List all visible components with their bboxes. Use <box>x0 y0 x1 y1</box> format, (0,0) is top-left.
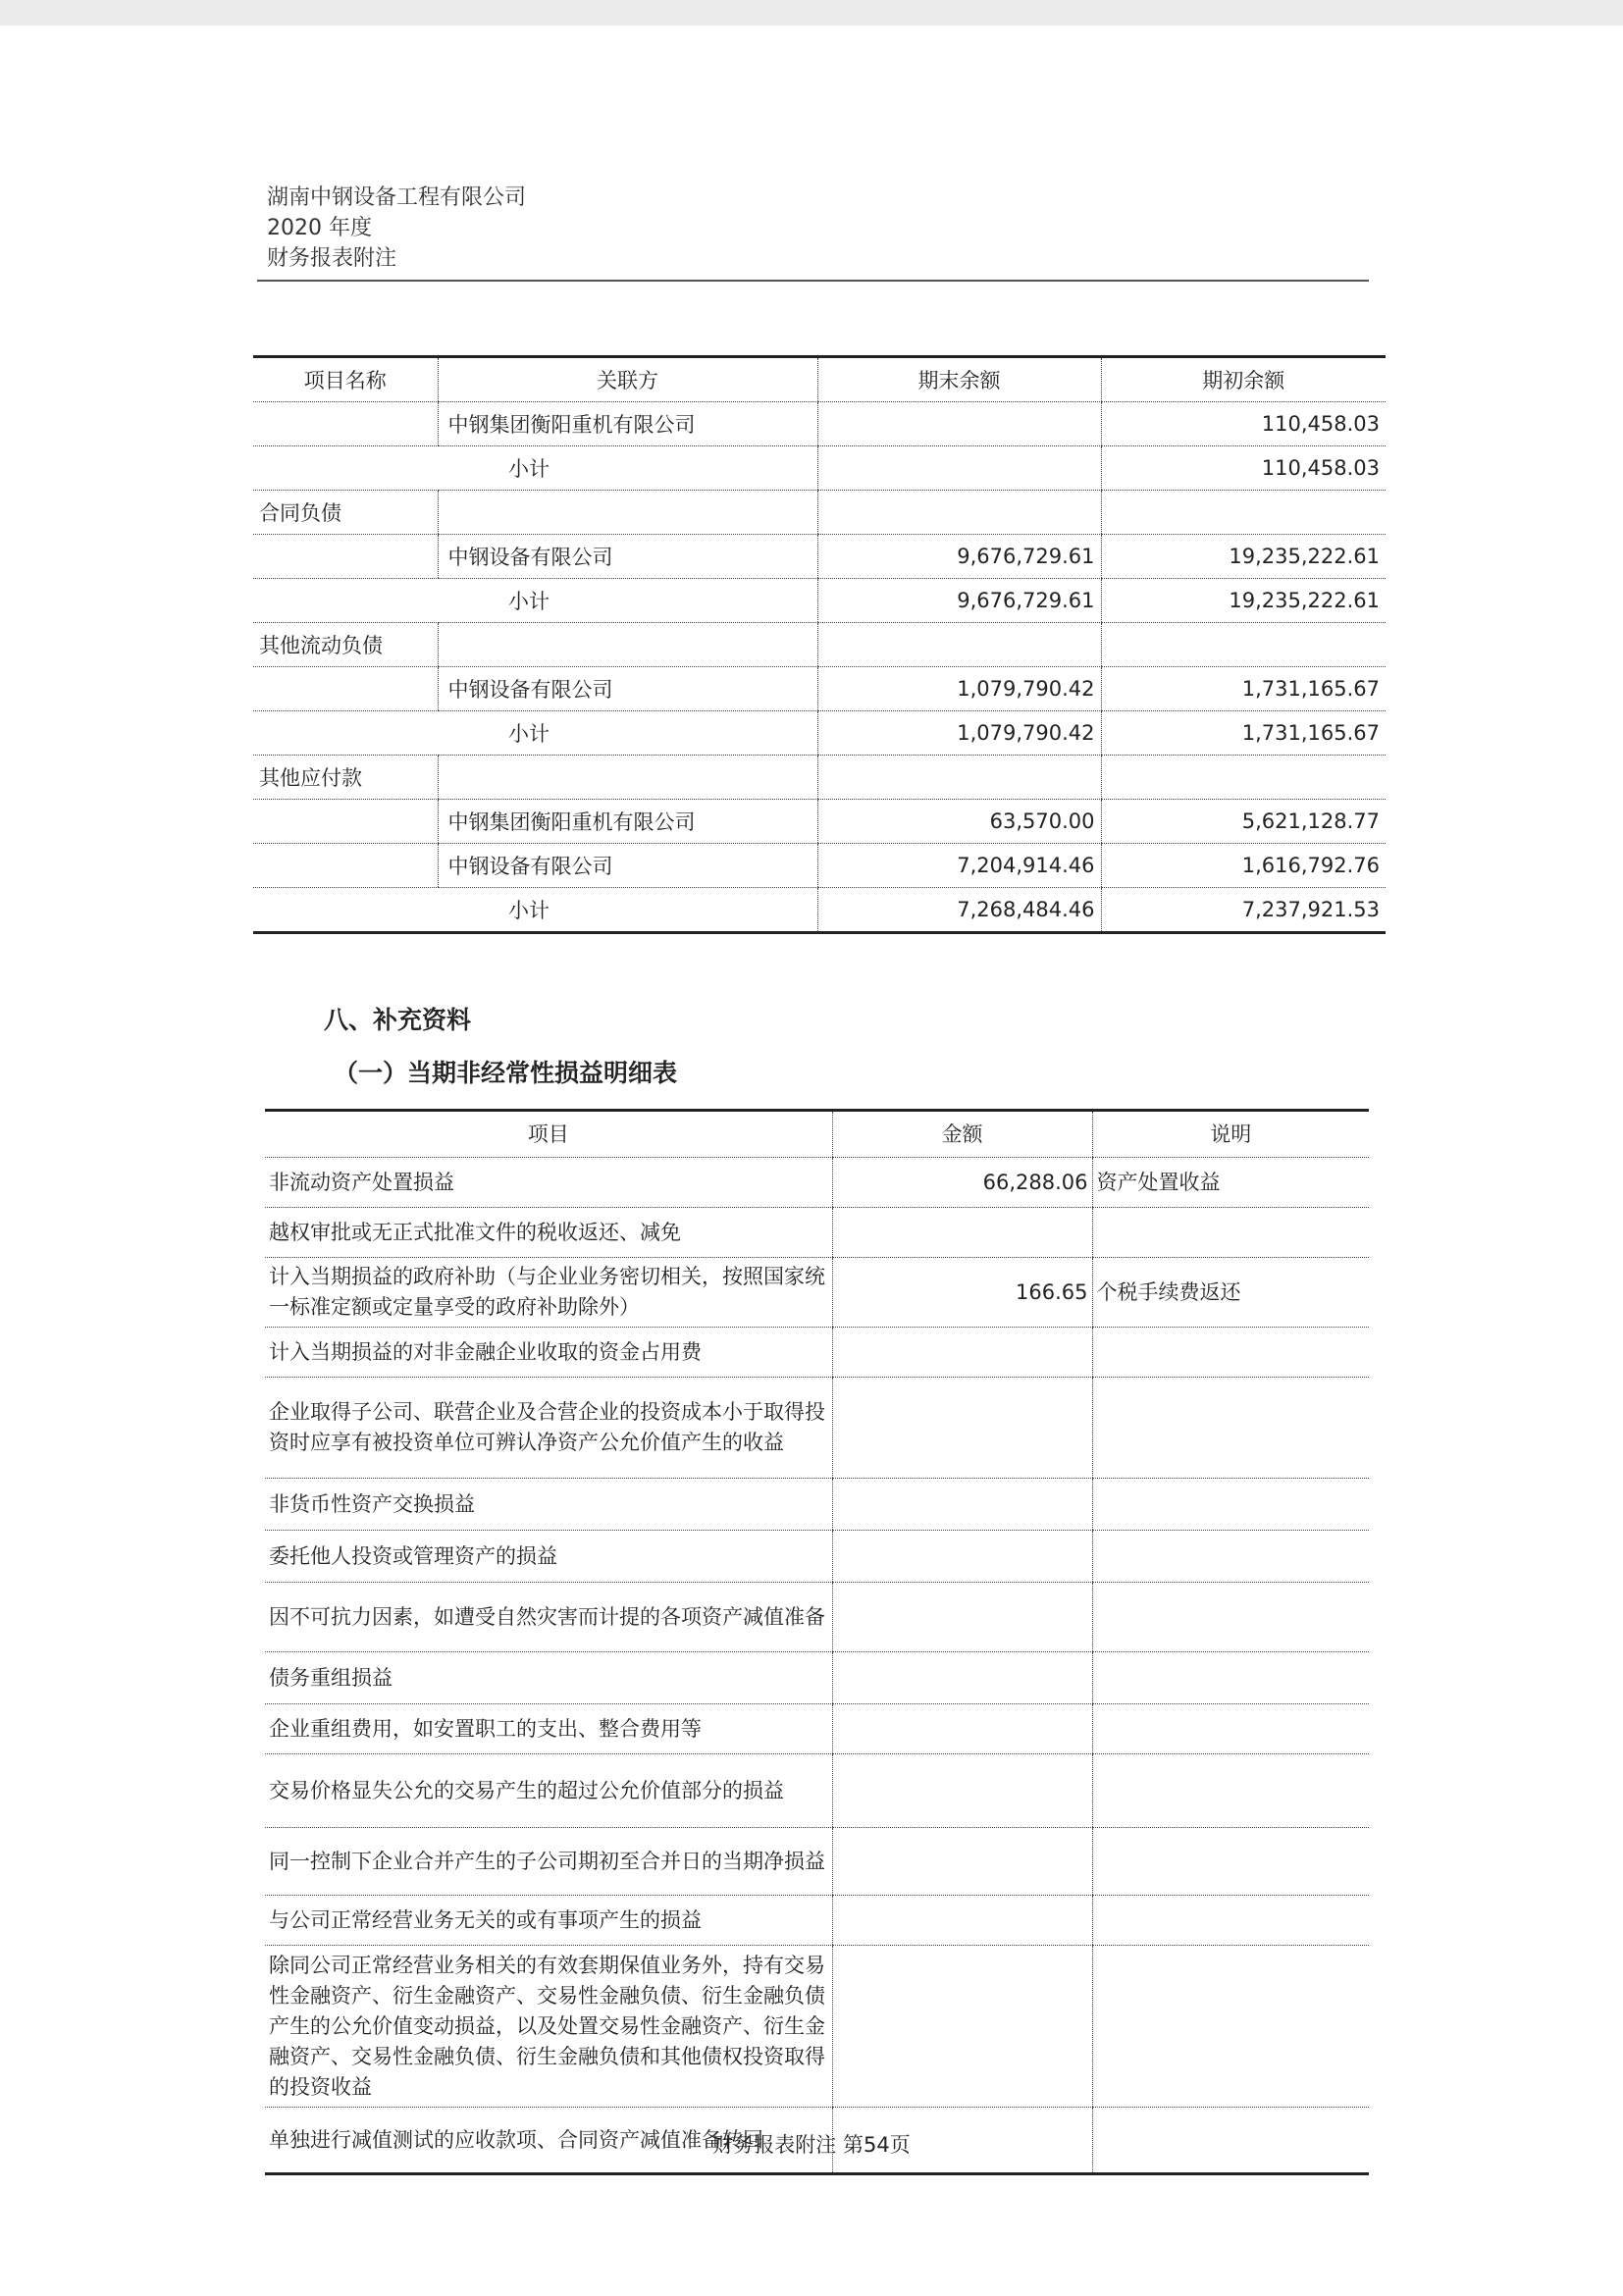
subtotal-label: 小计 <box>253 446 817 491</box>
note <box>1092 1328 1369 1378</box>
beginning-balance: 110,458.03 <box>1101 402 1386 446</box>
amount <box>832 1946 1092 2108</box>
beginning-balance <box>1101 756 1386 800</box>
item-description: 债务重组损益 <box>265 1652 832 1704</box>
related-party <box>438 756 817 800</box>
amount <box>832 1378 1092 1479</box>
related-party: 中钢设备有限公司 <box>438 844 817 888</box>
company-name: 湖南中钢设备工程有限公司 <box>267 185 527 210</box>
item-description: 越权审批或无正式批准文件的税收返还、减免 <box>265 1208 832 1258</box>
column-header: 说明 <box>1092 1111 1369 1158</box>
note <box>1092 1704 1369 1754</box>
note <box>1092 1652 1369 1704</box>
ending-balance: 1,079,790.42 <box>817 667 1101 711</box>
related-party: 中钢设备有限公司 <box>438 667 817 711</box>
column-header: 项目名称 <box>253 357 438 402</box>
note: 资产处置收益 <box>1092 1158 1369 1208</box>
note <box>1092 1479 1369 1531</box>
table-row <box>253 756 1386 800</box>
column-header: 金额 <box>832 1111 1092 1158</box>
beginning-balance: 1,731,165.67 <box>1101 711 1386 756</box>
table-row <box>265 1328 1369 1378</box>
note <box>1092 1208 1369 1258</box>
related-party: 中钢集团衡阳重机有限公司 <box>438 402 817 446</box>
item-description: 除同公司正常经营业务相关的有效套期保值业务外，持有交易性金融资产、衍生金融资产、交易性金融负债、衍生金融负债产生的公允价值变动损益，以及处置交易性金融资产、衍生金融资产、交易性金融负债、衍生金融负债和其他债权投资取得的投资收益 <box>265 1946 832 2108</box>
report-year: 2020 年度 <box>267 216 372 240</box>
ending-balance <box>817 623 1101 667</box>
table-row <box>253 491 1386 535</box>
ending-balance <box>817 491 1101 535</box>
item-description: 非货币性资产交换损益 <box>265 1479 832 1531</box>
note <box>1092 1946 1369 2108</box>
item-name <box>253 535 438 579</box>
table-row <box>265 1208 1369 1258</box>
beginning-balance: 1,616,792.76 <box>1101 844 1386 888</box>
related-party: 中钢集团衡阳重机有限公司 <box>438 800 817 844</box>
beginning-balance: 7,237,921.53 <box>1101 888 1386 933</box>
amount <box>832 1328 1092 1378</box>
item-description: 与公司正常经营业务无关的或有事项产生的损益 <box>265 1896 832 1946</box>
table-row <box>253 535 1386 579</box>
table-row <box>265 1896 1369 1946</box>
table-row <box>265 1531 1369 1583</box>
table-row <box>265 1754 1369 1828</box>
amount: 166.65 <box>832 1258 1092 1328</box>
item-name: 合同负债 <box>253 491 438 535</box>
table-row <box>265 1946 1369 2108</box>
table-row <box>265 1652 1369 1704</box>
subtotal-label: 小计 <box>253 888 817 933</box>
note <box>1092 1378 1369 1479</box>
table-row <box>253 800 1386 844</box>
amount <box>832 1704 1092 1754</box>
ending-balance: 7,204,914.46 <box>817 844 1101 888</box>
beginning-balance: 5,621,128.77 <box>1101 800 1386 844</box>
section-title: 八、补充资料 <box>324 1006 472 1034</box>
ending-balance: 9,676,729.61 <box>817 579 1101 623</box>
note <box>1092 1828 1369 1896</box>
amount <box>832 1208 1092 1258</box>
header-divider <box>257 280 1369 282</box>
document-type: 财务报表附注 <box>267 246 397 271</box>
table-row <box>265 1479 1369 1531</box>
amount: 66,288.06 <box>832 1158 1092 1208</box>
note: 个税手续费返还 <box>1092 1258 1369 1328</box>
item-description: 因不可抗力因素，如遭受自然灾害而计提的各项资产减值准备 <box>265 1583 832 1652</box>
ending-balance: 9,676,729.61 <box>817 535 1101 579</box>
beginning-balance: 1,731,165.67 <box>1101 667 1386 711</box>
amount <box>832 1896 1092 1946</box>
amount <box>832 1531 1092 1583</box>
item-description: 企业重组费用，如安置职工的支出、整合费用等 <box>265 1704 832 1754</box>
item-name <box>253 667 438 711</box>
beginning-balance: 19,235,222.61 <box>1101 579 1386 623</box>
related-party: 中钢设备有限公司 <box>438 535 817 579</box>
table-row <box>253 446 1386 491</box>
column-header: 期末余额 <box>817 357 1101 402</box>
item-name <box>253 800 438 844</box>
item-name <box>253 402 438 446</box>
table-row <box>265 1828 1369 1896</box>
section-subtitle: （一）当期非经常性损益明细表 <box>334 1059 678 1087</box>
amount <box>832 1652 1092 1704</box>
beginning-balance: 19,235,222.61 <box>1101 535 1386 579</box>
beginning-balance <box>1101 491 1386 535</box>
scan-edge <box>0 0 1623 26</box>
table-row <box>265 1258 1369 1328</box>
note <box>1092 1531 1369 1583</box>
ending-balance: 1,079,790.42 <box>817 711 1101 756</box>
item-description: 同一控制下企业合并产生的子公司期初至合并日的当期净损益 <box>265 1828 832 1896</box>
ending-balance: 7,268,484.46 <box>817 888 1101 933</box>
table-row <box>265 1704 1369 1754</box>
table-row <box>253 667 1386 711</box>
ending-balance <box>817 756 1101 800</box>
amount <box>832 1828 1092 1896</box>
ending-balance <box>817 446 1101 491</box>
table-row <box>253 623 1386 667</box>
table-header-row <box>253 357 1386 402</box>
amount <box>832 1583 1092 1652</box>
amount <box>832 1754 1092 1828</box>
table-row <box>253 844 1386 888</box>
table-row <box>253 888 1386 933</box>
ending-balance: 63,570.00 <box>817 800 1101 844</box>
item-name: 其他流动负债 <box>253 623 438 667</box>
related-party <box>438 491 817 535</box>
table-header-row <box>265 1111 1369 1158</box>
item-name <box>253 844 438 888</box>
non-recurring-gains-table <box>265 1109 1369 2175</box>
item-name: 其他应付款 <box>253 756 438 800</box>
note <box>1092 1754 1369 1828</box>
item-description: 企业取得子公司、联营企业及合营企业的投资成本小于取得投资时应享有被投资单位可辨认净资产公允价值产生的收益 <box>265 1378 832 1479</box>
column-header: 期初余额 <box>1101 357 1386 402</box>
item-description: 委托他人投资或管理资产的损益 <box>265 1531 832 1583</box>
item-description: 计入当期损益的对非金融企业收取的资金占用费 <box>265 1328 832 1378</box>
table-row <box>253 711 1386 756</box>
beginning-balance: 110,458.03 <box>1101 446 1386 491</box>
item-description: 交易价格显失公允的交易产生的超过公允价值部分的损益 <box>265 1754 832 1828</box>
beginning-balance <box>1101 623 1386 667</box>
ending-balance <box>817 402 1101 446</box>
page-footer: 财务报表附注 第54页 <box>712 2133 911 2157</box>
document-header <box>267 183 526 274</box>
subtotal-label: 小计 <box>253 579 817 623</box>
related-party-table <box>253 355 1386 934</box>
table-row <box>253 402 1386 446</box>
item-description: 单独进行减值测试的应收款项、合同资产减值准备转回 <box>265 2108 832 2174</box>
subtotal-label: 小计 <box>253 711 817 756</box>
table-row <box>265 1158 1369 1208</box>
related-party <box>438 623 817 667</box>
item-description: 计入当期损益的政府补助（与企业业务密切相关，按照国家统一标准定额或定量享受的政府补助除外） <box>265 1258 832 1328</box>
table-row <box>265 1378 1369 1479</box>
table-row <box>253 579 1386 623</box>
amount <box>832 1479 1092 1531</box>
item-description: 非流动资产处置损益 <box>265 1158 832 1208</box>
note <box>1092 1583 1369 1652</box>
note <box>1092 1896 1369 1946</box>
column-header: 项目 <box>265 1111 832 1158</box>
column-header: 关联方 <box>438 357 817 402</box>
table-row <box>265 1583 1369 1652</box>
